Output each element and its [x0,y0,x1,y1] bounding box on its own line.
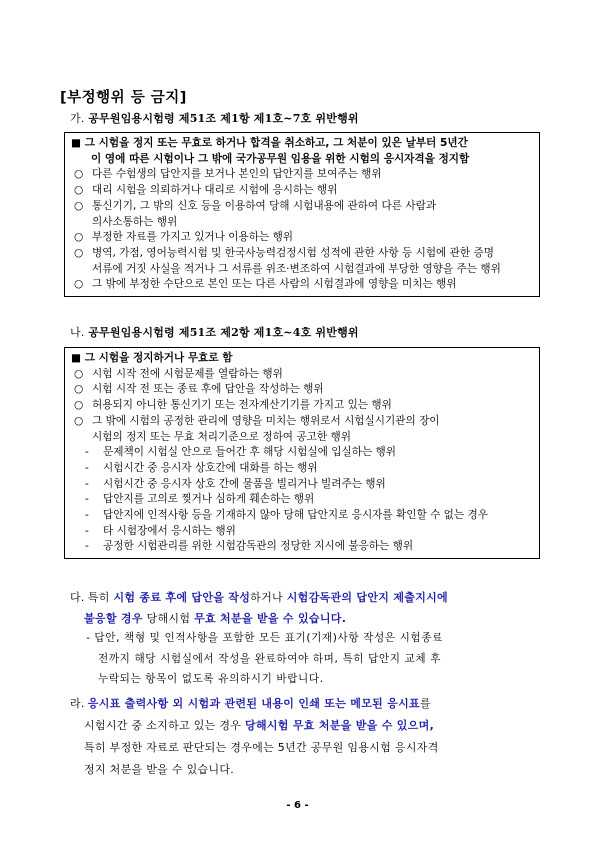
list-item-text: 병역, 가점, 영어능력시험 및 한국사능력검정시험 성적에 관한 사항 등 시험에 관한 증명 [92,246,494,259]
ra-emph-1: 응시표 출력사항 외 시험과 관련된 내용이 인쇄 또는 메모된 응시표 [87,697,420,710]
subheading-ga-text: 공무원임용시험령 제51조 제1항 제1호~7호 위반행위 [88,112,359,125]
dash-bullet-icon: - [85,540,89,553]
circle-bullet-icon: ○ [74,414,84,427]
list-item [71,230,533,246]
da-note-line3: 누락되는 항목이 없도록 유의하시기 바랍니다. [98,673,324,685]
da-text-1: 특히 [87,591,114,604]
paragraph-ra [70,693,540,781]
list-item-text: 시험의 정지 또는 무효 처리기준으로 정하여 공고한 행위 [92,430,351,443]
circle-bullet-icon: ○ [74,231,84,244]
da-note-line1: 답안, 책형 및 인적사항을 포함한 모든 표기(기재)사항 작성은 시험종료 [94,632,443,644]
circle-bullet-icon: ○ [74,367,84,380]
list-item-text: 타 시험장에서 응시하는 행위 [103,524,236,537]
penalty-box-1 [64,132,540,297]
circle-bullet-icon: ○ [74,278,84,291]
da-text-3: 당해시험 [142,612,195,625]
da-text-2: 하거나 [250,591,287,604]
dash-bullet-icon: - [85,461,89,474]
da-emph-3: 불응할 경우 [84,612,143,625]
circle-bullet-icon: ○ [74,383,84,396]
list-item-text: 시험 시작 전에 시험문제를 열람하는 행위 [92,367,283,380]
subheading-na [70,324,359,340]
paragraph-ra-marker: 라. [70,697,85,710]
list-item-text: 부정한 자료를 가지고 있거나 이용하는 행위 [92,231,294,244]
list-item [71,445,533,461]
list-item-text: 답안지를 고의로 찢거나 심하게 훼손하는 행위 [103,493,315,506]
list-item [71,477,533,493]
list-item [71,167,533,183]
list-item [71,183,533,199]
penalty-box-2 [64,347,540,559]
da-emph-1: 시험 종료 후에 답안을 작성 [113,591,251,604]
da-emph-4: 무효 처분을 받을 수 있습니다. [194,612,347,625]
circle-bullet-icon: ○ [74,184,84,197]
list-item-text: 다른 수험생의 답안지를 보거나 본인의 답안지를 보여주는 행위 [92,168,382,181]
da-note [86,628,541,690]
list-item-text: 그 밖에 부정한 수단으로 본인 또는 다른 사람의 시험결과에 영향을 미치는 행위 [92,278,457,291]
list-item [71,277,533,293]
subheading-ga-marker: 가. [70,112,85,125]
paragraph-da-marker: 다. [70,591,85,604]
dash-bullet-icon: - [85,509,89,522]
box1-item-list [71,167,533,293]
list-item [71,246,533,262]
list-item-text: 그 밖에 시험의 공정한 관리에 영향을 미치는 행위로서 시험실시기관의 장이 [92,414,440,427]
ra-text-2: 시험시간 중 소지하고 있는 경우 [84,719,246,732]
dash-bullet-icon: - [85,524,89,537]
list-item [71,539,533,555]
subheading-na-marker: 나. [70,326,85,339]
subheading-na-text: 공무원임용시험령 제51조 제2항 제1호~4호 위반행위 [88,326,359,339]
section-title: [부정행위 등 금지] [60,90,187,106]
list-item-text: 시험시간 중 응시자 상호 간에 물품을 빌리거나 빌려주는 행위 [103,477,386,490]
ra-text-1: 를 [419,697,431,710]
list-item [71,492,533,508]
da-emph-2: 시험감독관의 답안지 제출지시에 [286,591,448,604]
box2-item-list [71,367,533,446]
list-item-text: 의사소통하는 행위 [92,215,178,228]
list-item [71,461,533,477]
list-item [71,382,533,398]
subheading-ga [70,110,359,126]
list-item-text: 시험시간 중 응시자 상호간에 대화를 하는 행위 [103,461,318,474]
ra-text-3: 특히 부정한 자료로 판단되는 경우에는 5년간 공무원 임용시험 응시자격 [84,741,439,754]
paragraph-da [70,587,540,629]
circle-bullet-icon: ○ [74,168,84,181]
list-item [71,367,533,383]
list-item-text: 통신기기, 그 밖의 신호 등을 이용하여 당해 시험내용에 관하여 다른 사람과 [92,199,437,212]
page-number: - 6 - [286,800,309,811]
box2-head: ■ 그 시험을 정지하거나 무효로 함 [71,352,233,364]
da-note-dash: - [86,632,91,644]
circle-bullet-icon: ○ [74,199,84,212]
list-item [71,508,533,524]
list-item [71,199,533,215]
box2-dash-list [71,445,533,555]
circle-bullet-icon: ○ [74,246,84,259]
da-note-line2: 전까지 해당 시험실에서 작성을 완료하여야 하며, 특히 답안지 교체 후 [98,652,442,665]
box1-head-line1: ■ 그 시험을 정지 또는 무효로 하거나 합격을 취소하고, 그 처분이 있은 날부터 5년간 [71,137,468,149]
ra-emph-2: 당해시험 무효 처분을 받을 수 있으며, [245,719,435,732]
list-item-text: 시험 시작 전 또는 종료 후에 답안을 작성하는 행위 [92,383,324,396]
list-item [71,262,533,278]
list-item-text: 문제책이 시험실 안으로 들어간 후 해당 시험실에 입실하는 행위 [103,446,397,459]
list-item-text: 대리 시험을 의뢰하거나 대리로 시험에 응시하는 행위 [92,184,338,197]
list-item [71,398,533,414]
dash-bullet-icon: - [85,446,89,459]
list-item [71,524,533,540]
list-item-text: 서류에 거짓 사실을 적거나 그 서류를 위조·변조하여 시험결과에 부당한 영향을 주는 행위 [92,262,501,275]
list-item [71,215,533,231]
dash-bullet-icon: - [85,493,89,506]
list-item-text: 답안지에 인적사항 등을 기재하지 않아 당해 답안지로 응시자를 확인할 수 없는 경우 [103,509,488,522]
list-item-text: 허용되지 아니한 통신기기 또는 전자계산기기를 가지고 있는 행위 [92,399,392,412]
circle-bullet-icon: ○ [74,399,84,412]
list-item-text: 공정한 시험관리를 위한 시험감독관의 정당한 지시에 불응하는 행위 [103,540,414,553]
list-item [71,430,533,446]
box1-head-line2: 이 영에 따른 시험이나 그 밖에 국가공무원 임용을 위한 시험의 응시자격을 정지함 [91,152,470,165]
ra-text-4: 정지 처분을 받을 수 있습니다. [84,763,235,776]
list-item [71,414,533,430]
dash-bullet-icon: - [85,477,89,490]
